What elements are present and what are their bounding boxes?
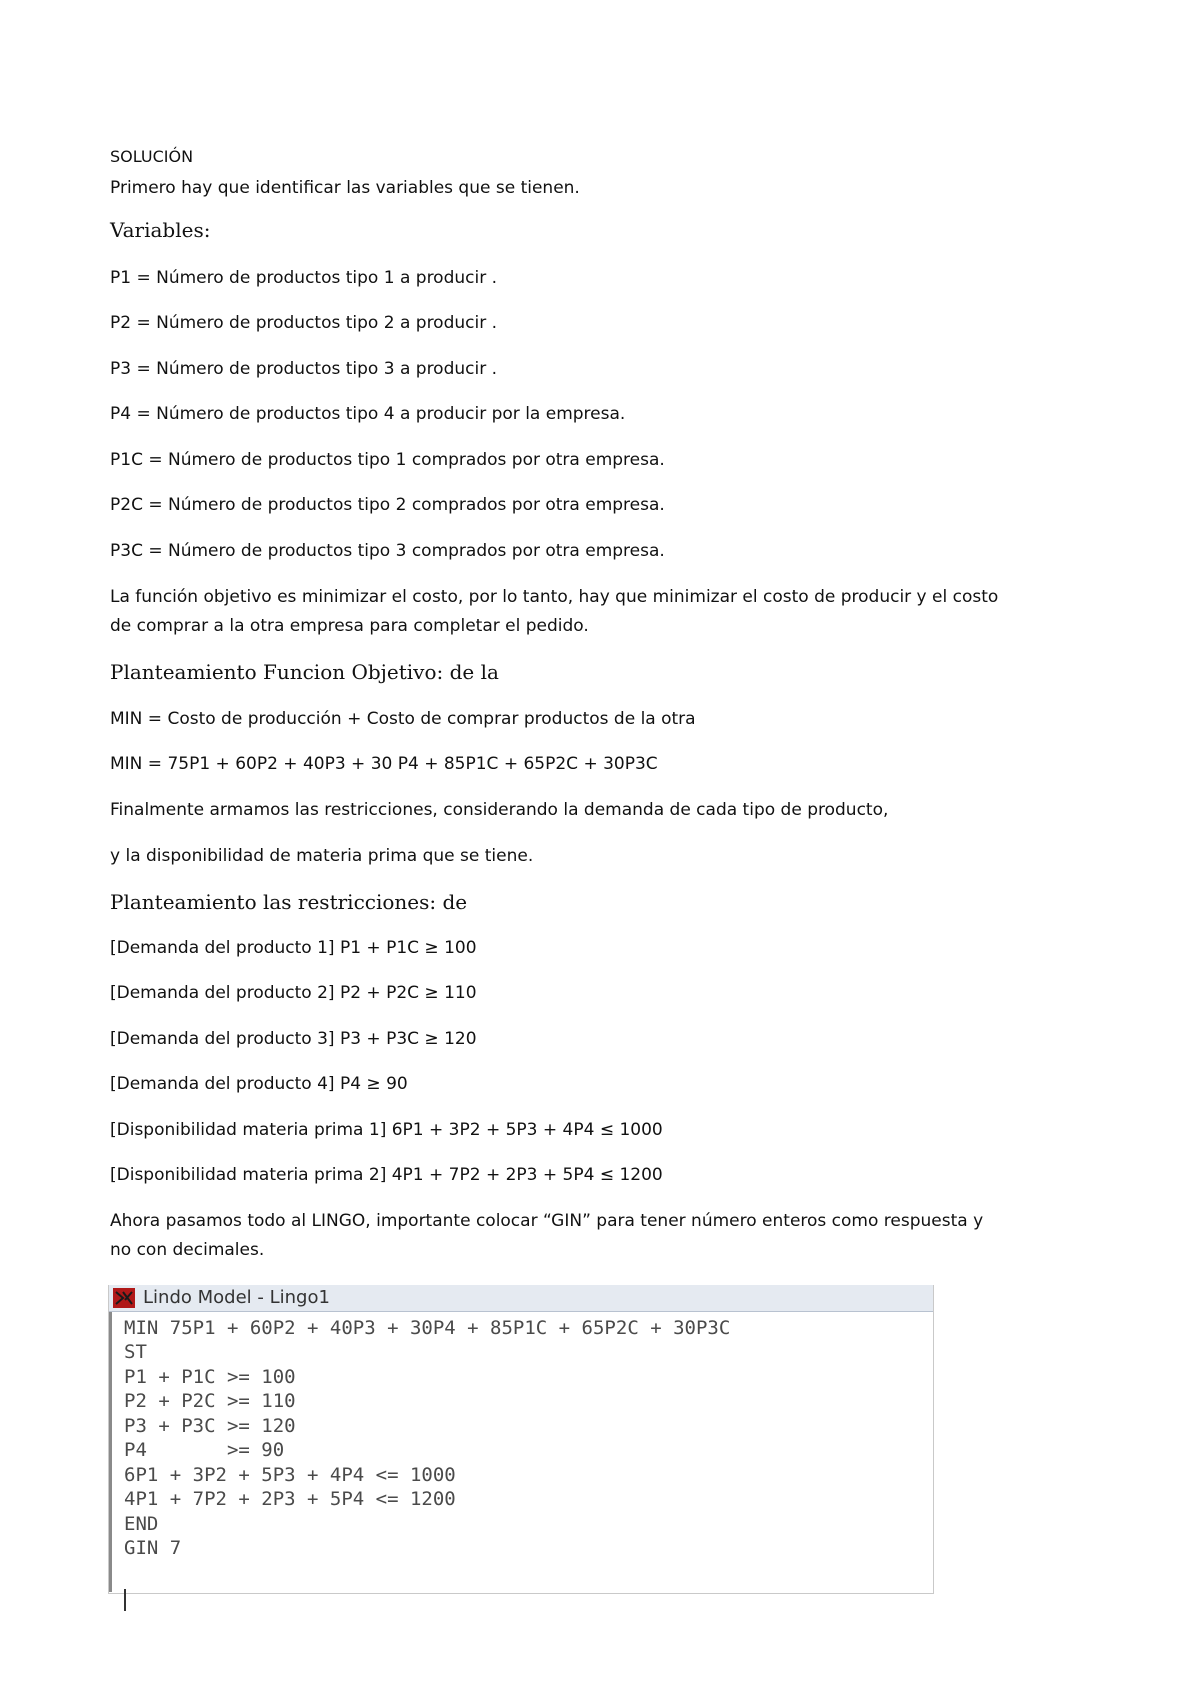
objective-line-1: MIN = Costo de producción + Costo de comprar productos de la otra	[110, 709, 696, 729]
variable-p1: P1 = Número de productos tipo 1 a producir .	[110, 268, 498, 288]
restriction-demand-4: [Demanda del producto 4] P4 ≥ 90	[110, 1074, 408, 1094]
objective-text-1: La función objetivo es minimizar el costo, por lo tanto, hay que minimizar el costo de producir y el costo	[110, 587, 999, 607]
variable-p1c: P1C = Número de productos tipo 1 comprados por otra empresa.	[110, 450, 665, 470]
solution-title: SOLUCIÓN	[110, 147, 194, 166]
code-line: P4 >= 90	[124, 1439, 285, 1461]
lingo-window	[108, 1285, 934, 1594]
lingo-window-title: Lindo Model - Lingo1	[143, 1287, 330, 1308]
lingo-text-1: Ahora pasamos todo al LINGO, importante colocar “GIN” para tener número enteros como respuesta y	[110, 1211, 984, 1231]
code-line: P3 + P3C >= 120	[124, 1415, 296, 1437]
objective-line-2: MIN = 75P1 + 60P2 + 40P3 + 30 P4 + 85P1C + 65P2C + 30P3C	[110, 754, 658, 774]
variable-p3c: P3C = Número de productos tipo 3 comprados por otra empresa.	[110, 541, 665, 561]
restrictions-text-2: y la disponibilidad de materia prima que se tiene.	[110, 846, 534, 866]
code-line: P2 + P2C >= 110	[124, 1390, 296, 1412]
restriction-demand-1: [Demanda del producto 1] P1 + P1C ≥ 100	[110, 938, 477, 958]
lingo-editor[interactable]	[109, 1312, 934, 1592]
code-line: MIN 75P1 + 60P2 + 40P3 + 30P4 + 85P1C + 65P2C + 30P3C	[124, 1317, 731, 1339]
intro-text: Primero hay que identificar las variables que se tienen.	[110, 178, 580, 198]
restrictions-text-1: Finalmente armamos las restricciones, considerando la demanda de cada tipo de producto,	[110, 800, 889, 820]
objective-text-2: de comprar a la otra empresa para completar el pedido.	[110, 616, 589, 636]
objective-heading: Planteamiento Funcion Objetivo: de la	[110, 660, 499, 684]
lingo-app-icon	[113, 1288, 135, 1308]
restriction-material-1: [Disponibilidad materia prima 1] 6P1 + 3P2 + 5P3 + 4P4 ≤ 1000	[110, 1120, 663, 1140]
lingo-titlebar	[109, 1285, 933, 1312]
variables-heading: Variables:	[110, 218, 211, 242]
code-line: 6P1 + 3P2 + 5P3 + 4P4 <= 1000	[124, 1464, 456, 1486]
restrictions-heading: Planteamiento las restricciones: de	[110, 890, 468, 914]
restriction-demand-2: [Demanda del producto 2] P2 + P2C ≥ 110	[110, 983, 477, 1003]
variable-p2c: P2C = Número de productos tipo 2 comprados por otra empresa.	[110, 495, 665, 515]
code-line: ST	[124, 1341, 147, 1363]
restriction-demand-3: [Demanda del producto 3] P3 + P3C ≥ 120	[110, 1029, 477, 1049]
variable-p3: P3 = Número de productos tipo 3 a producir .	[110, 359, 498, 379]
code-line: P1 + P1C >= 100	[124, 1366, 296, 1388]
code-line: 4P1 + 7P2 + 2P3 + 5P4 <= 1200	[124, 1488, 456, 1510]
lingo-text-2: no con decimales.	[110, 1240, 265, 1260]
text-cursor	[124, 1589, 126, 1611]
code-line: GIN 7	[124, 1537, 182, 1559]
restriction-material-2: [Disponibilidad materia prima 2] 4P1 + 7P2 + 2P3 + 5P4 ≤ 1200	[110, 1165, 663, 1185]
variable-p2: P2 = Número de productos tipo 2 a producir .	[110, 313, 498, 333]
variable-p4: P4 = Número de productos tipo 4 a producir por la empresa.	[110, 404, 626, 424]
code-line: END	[124, 1513, 159, 1535]
